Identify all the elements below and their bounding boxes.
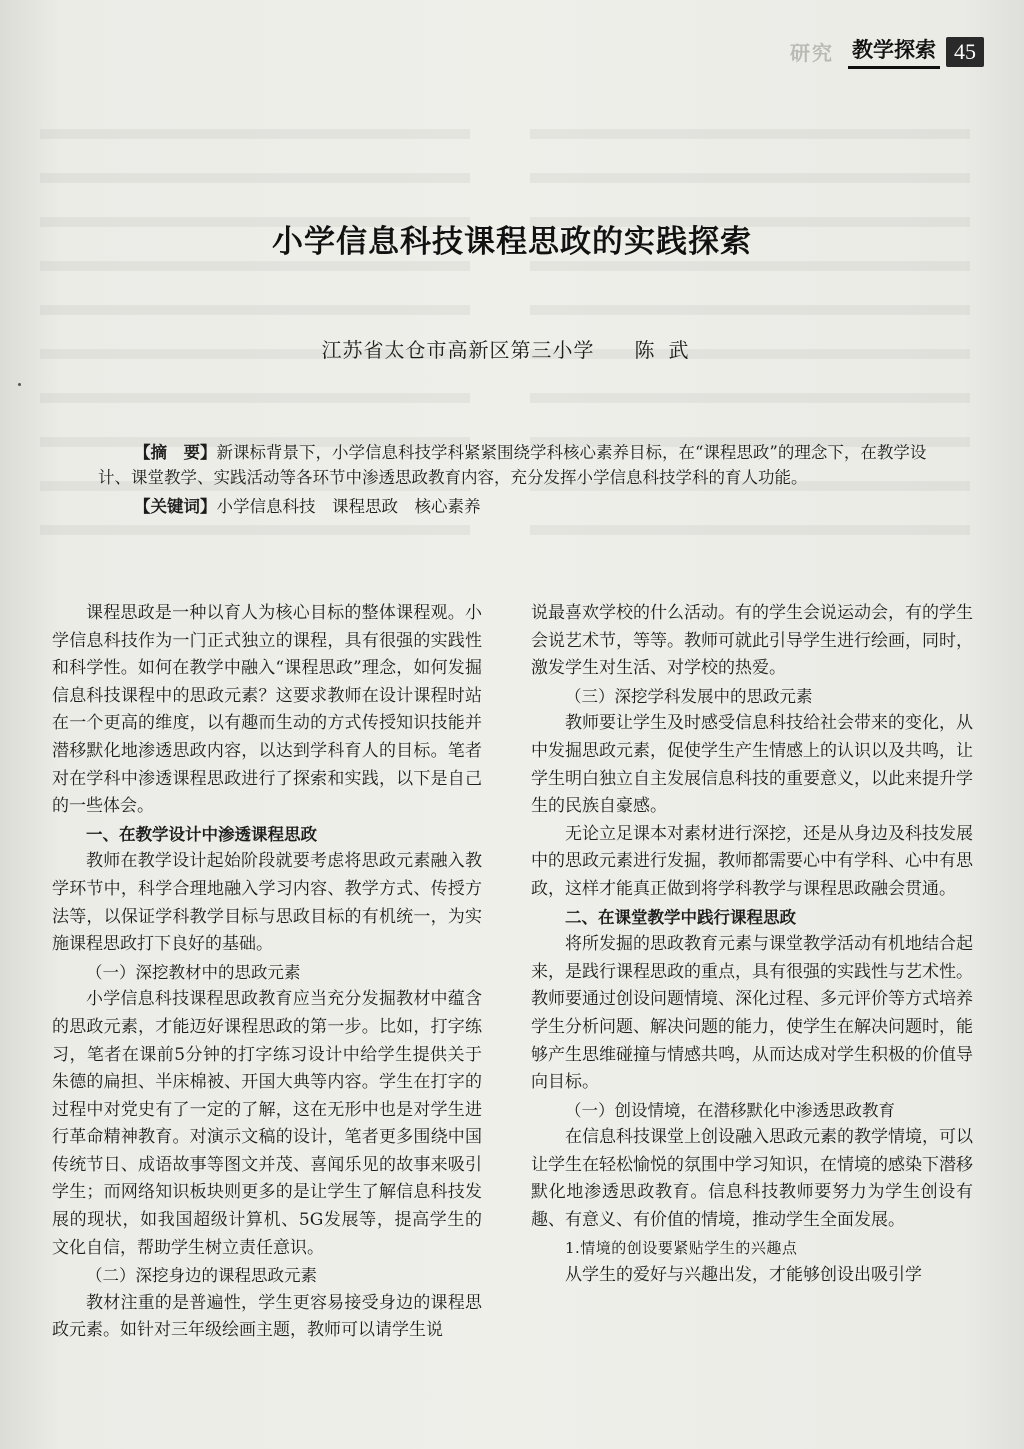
section-label: 教学探索 <box>848 34 940 69</box>
section-heading: 一、在教学设计中渗透课程思政 <box>86 824 317 844</box>
abstract-label: 【摘 要】 <box>134 443 217 462</box>
sub-subsection-heading: 1.情境的创设要紧贴学生的兴趣点 <box>565 1238 798 1257</box>
body-paragraph: 从学生的爱好与兴趣出发，才能够创设出吸引学 <box>565 1265 922 1286</box>
body-paragraph: 教材注重的是普遍性，学生更容易接受身边的课程思政元素。如针对三年级绘画主题，教师可以请学生说 <box>52 1292 482 1341</box>
body-paragraph: 课程思政是一种以育人为核心目标的整体课程观。小学信息科技作为一门正式独立的课程，具有很强的实践性和科学性。如何在教学中融入“课程思政”理念，如何发掘信息科技课程中的思政元素？这要求教师在设计课程时站在一个更高的维度，以有趣而生动的方式传授知识技能并潜移默化地渗透思政内容，以达到学科育人的目标。笔者对在学科中渗透课程思政进行了探索和实践，以下是自己的一些体会。 <box>52 603 482 817</box>
body-paragraph: 教师在教学设计起始阶段就要考虑将思政元素融入教学环节中，科学合理地融入学习内容、教学方式、传授方法等，以保证学科教学目标与思政目标的有机统一，为实施课程思政打下良好的基础。 <box>52 851 482 955</box>
abstract-block <box>98 440 928 519</box>
body-column-right <box>531 600 973 1290</box>
body-paragraph: 小学信息科技课程思政教育应当充分发掘教材中蕴含的思政元素，才能迈好课程思政的第一步。比如，打字练习，笔者在课前5分钟的打字练习设计中给学生提供关于朱德的扁担、半床棉被、开国大典等内容。学生在打字的过程中对党史有了一定的了解，这在无形中也是对学生进行革命精神教育。对演示文稿的设计，笔者更多围绕中国传统节日、成语故事等图文并茂、喜闻乐见的故事来吸引学生；而网络知识板块则更多的是让学生了解信息科技发展的现状，如我国超级计算机、5G发展等，提高学生的文化自信，帮助学生树立责任意识。 <box>52 989 482 1258</box>
body-paragraph: 将所发掘的思政教育元素与课堂教学活动有机地结合起来，是践行课程思政的重点，具有很强的实践性与艺术性。教师要通过创设问题情境、深化过程、多元评价等方式培养学生分析问题、解决问题的能力，使学生在解决问题时，能够产生思维碰撞与情感共鸣，从而达成对学生积极的价值导向目标。 <box>531 934 973 1093</box>
body-column-left <box>52 600 482 1345</box>
body-paragraph: 无论立足课本对素材进行深挖，还是从身边及科技发展中的思政元素进行发掘，教师都需要心中有学科、心中有思政，这样才能真正做到将学科教学与课程思政融会贯通。 <box>531 823 973 899</box>
subsection-heading: （二）深挖身边的课程思政元素 <box>86 1266 317 1286</box>
keywords-label: 【关键词】 <box>134 497 217 516</box>
author-name: 陈武 <box>634 338 703 362</box>
affiliation: 江苏省太仓市高新区第三小学 <box>321 338 595 362</box>
abstract-text: 新课标背景下，小学信息科技学科紧紧围绕学科核心素养目标，在“课程思政”的理念下，在教学设计、课堂教学、实践活动等各环节中渗透思政教育内容，充分发挥小学信息科技学科的育人功能。 <box>98 443 927 487</box>
header-decoration: 研究 <box>790 41 834 65</box>
author-line <box>0 334 1024 363</box>
article-title: 小学信息科技课程思政的实践探索 <box>272 224 752 260</box>
running-header <box>790 34 984 69</box>
keywords-paragraph <box>98 494 928 519</box>
margin-speck <box>18 383 21 386</box>
section-heading: 二、在课堂教学中践行课程思政 <box>565 907 796 927</box>
subsection-heading: （三）深挖学科发展中的思政元素 <box>565 686 813 706</box>
subsection-heading: （一）创设情境，在潜移默化中渗透思政教育 <box>565 1100 895 1120</box>
body-paragraph: 在信息科技课堂上创设融入思政元素的教学情境，可以让学生在轻松愉悦的氛围中学习知识，在情境的感染下潜移默化地渗透思政教育。信息科技教师要努力为学生创设有趣、有意义、有价值的情境，推动学生全面发展。 <box>531 1127 973 1231</box>
keywords-text: 小学信息科技 课程思政 核心素养 <box>216 497 481 516</box>
page-number: 45 <box>946 37 984 67</box>
body-paragraph: 说最喜欢学校的什么活动。有的学生会说运动会，有的学生会说艺术节，等等。教师可就此引导学生进行绘画，同时，激发学生对生活、对学校的热爱。 <box>531 603 973 679</box>
body-paragraph: 教师要让学生及时感受信息科技给社会带来的变化，从中发掘思政元素，促使学生产生情感上的认识以及共鸣，让学生明白独立自主发展信息科技的重要意义，以此来提升学生的民族自豪感。 <box>531 713 973 817</box>
abstract-paragraph <box>98 440 928 490</box>
subsection-heading: （一）深挖教材中的思政元素 <box>86 962 301 982</box>
